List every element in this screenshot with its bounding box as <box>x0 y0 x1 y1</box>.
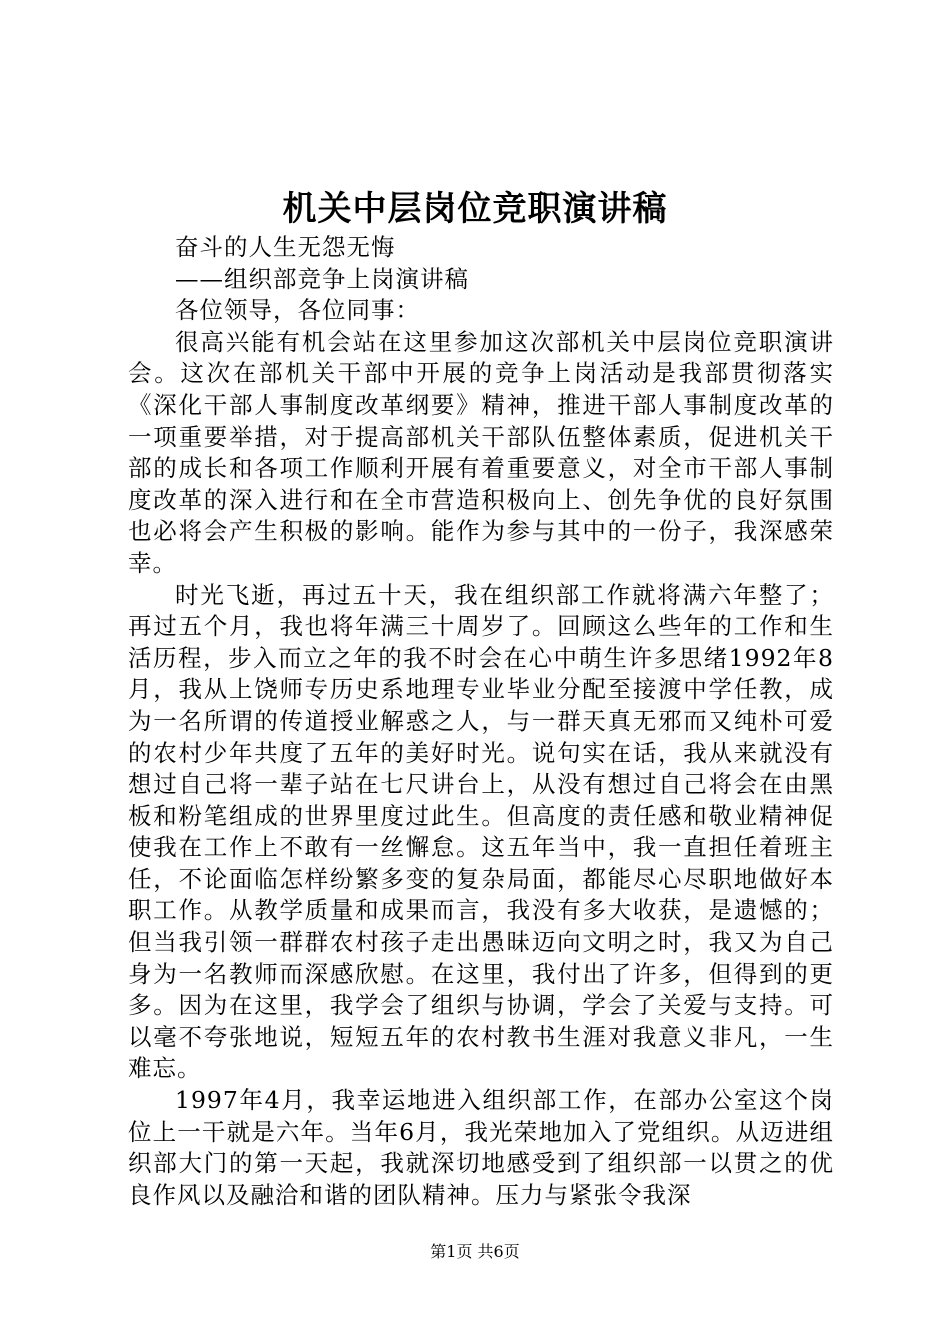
subtitle: 奋斗的人生无怨无悔 <box>175 233 396 261</box>
document-body <box>128 232 834 1211</box>
greeting: 各位领导，各位同事： <box>175 296 420 325</box>
page-footer: 第1页 共6页 <box>430 1242 520 1261</box>
subheading: ——组织部竞争上岗演讲稿 <box>175 264 469 293</box>
paragraph: 时光飞逝，再过五十天，我在组织部工作就将满六年整了；再过五个月，我也将年满三十周岁了。回顾这么些年的工作和生活历程，步入而立之年的我不时会在心中萌生许多思绪1992年8月，我从上饶师专历史系地理专业毕业分配至接渡中学任教，成为一名所谓的传道授业解惑之人，与一群天真无邪而又纯朴可爱的农村少年共度了五年的美好时光。说句实在话，我从来就没有想过自己将一辈子站在七尺讲台上，从没有想过自己将会在由黑板和粉笔组成的世界里度过此生。但高度的责任感和敬业精神促使我在工作上不敢有一丝懈怠。这五年当中，我一直担任着班主任，不论面临怎样纷繁多变的复杂局面，都能尽心尽职地做好本职工作。从教学质量和成果而言，我没有多大收获，是遗憾的；但当我引领一群群农村孩子走出愚昧迈向文明之时，我又为自己身为一名教师而深感欣慰。在这里，我付出了许多，但得到的更多。因为在这里，我学会了组织与协调，学会了关爱与支持。可以毫不夸张地说，短短五年的农村教书生涯对我意义非凡，一生难忘。 <box>128 580 834 1083</box>
paragraph: 1997年4月，我幸运地进入组织部工作，在部办公室这个岗位上一干就是六年。当年6月，我光荣地加入了党组织。从迈进组织部大门的第一天起，我就深切地感受到了组织部一以贯之的优良作风以及融洽和谐的团队精神。压力与紧张令我深 <box>128 1086 834 1209</box>
paragraph: 很高兴能有机会站在这里参加这次部机关中层岗位竞职演讲会。这次在部机关干部中开展的竞争上岗活动是我部贯彻落实《深化干部人事制度改革纲要》精神，推进干部人事制度改革的一项重要举措，对于提高部机关干部队伍整体素质，促进机关干部的成长和各项工作顺利开展有着重要意义，对全市干部人事制度改革的深入进行和在全市营造积极向上、创先争优的良好氛围也必将会产生积极的影响。能作为参与其中的一份子，我深感荣幸。 <box>128 327 834 577</box>
document-title: 机关中层岗位竞职演讲稿 <box>282 189 668 229</box>
